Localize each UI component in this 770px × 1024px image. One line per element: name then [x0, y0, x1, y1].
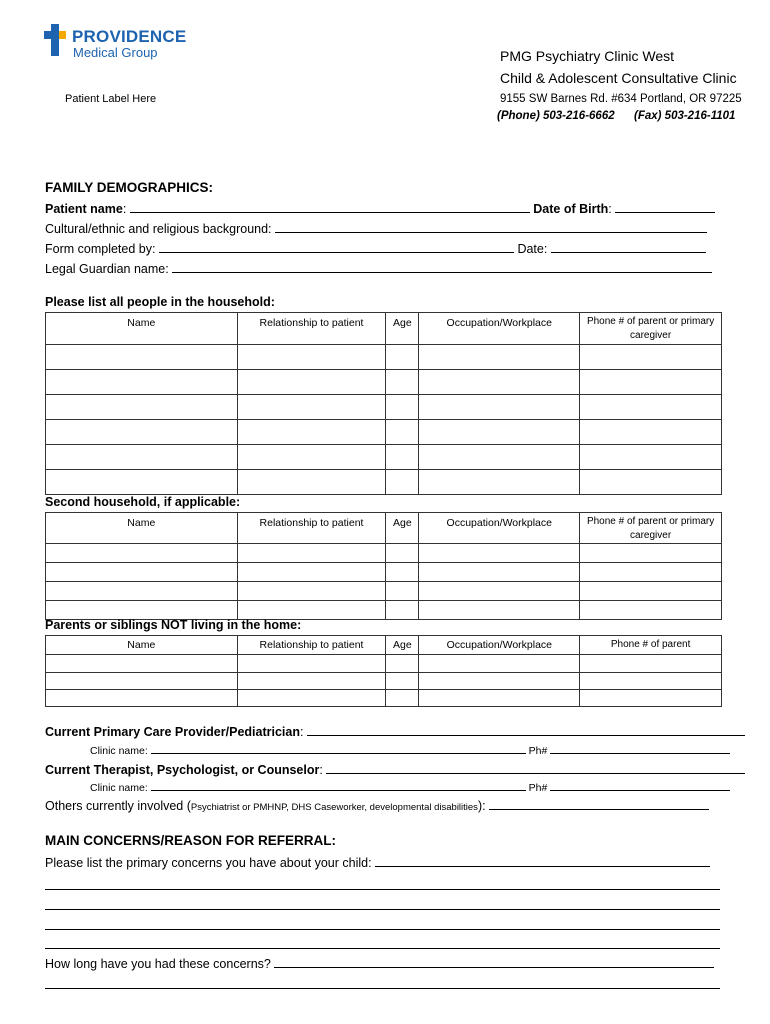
column-header: Phone # of parent or primary caregiver: [580, 513, 722, 544]
others-involved-field[interactable]: [45, 799, 745, 813]
providence-cross-icon: [44, 24, 66, 56]
second-household-table: [45, 512, 722, 620]
clinic-name-label: Clinic name:: [90, 782, 148, 794]
others-label: Others currently involved (: [45, 799, 191, 813]
column-header: Age: [386, 513, 419, 544]
therapist-label: Current Therapist, Psychologist, or Counselor: [45, 763, 320, 777]
concerns-line[interactable]: [45, 909, 720, 910]
others-label-end: ):: [477, 799, 486, 813]
column-header: Phone # of parent or primary caregiver: [580, 313, 722, 345]
brand-subtitle: Medical Group: [73, 45, 158, 60]
column-header: Relationship to patient: [237, 636, 386, 655]
patient-label-placeholder: Patient Label Here: [65, 93, 157, 105]
table-row[interactable]: [46, 345, 722, 370]
column-header: Age: [386, 636, 419, 655]
table-row[interactable]: [46, 601, 722, 620]
concerns-line[interactable]: [45, 929, 720, 930]
clinic-phone: (Phone) 503-216-6662: [497, 110, 615, 122]
guardian-field[interactable]: [45, 261, 720, 276]
table-row[interactable]: [46, 544, 722, 563]
not-living-table: [45, 635, 722, 707]
concerns-line[interactable]: [45, 948, 720, 949]
column-header: Occupation/Workplace: [419, 513, 580, 544]
column-header: Name: [46, 313, 238, 345]
date-label: Date:: [517, 242, 548, 256]
column-header: Occupation/Workplace: [419, 636, 580, 655]
table-header-row: [46, 513, 722, 544]
column-header: Name: [46, 636, 238, 655]
pcp-field[interactable]: Current Primary Care Provider/Pediatrician:: [45, 724, 745, 739]
clinic-subtitle: Child & Adolescent Consultative Clinic: [500, 70, 737, 86]
second-household-title: Second household, if applicable:: [45, 495, 241, 509]
table-header-row: [46, 313, 722, 345]
patient-name-field[interactable]: Patient name: Date of Birth:: [45, 201, 720, 216]
clinic-address: 9155 SW Barnes Rd. #634 Portland, OR 97225: [500, 93, 742, 105]
therapist-clinic-field[interactable]: [90, 781, 745, 794]
table-row[interactable]: [46, 370, 722, 395]
table-row[interactable]: [46, 582, 722, 601]
column-header: Name: [46, 513, 238, 544]
clinic-name: PMG Psychiatry Clinic West: [500, 48, 674, 64]
concerns-line[interactable]: [45, 988, 720, 989]
completed-by-field[interactable]: [45, 241, 720, 256]
brand-name: PROVIDENCE: [72, 27, 187, 46]
pcp-clinic-field[interactable]: [90, 744, 745, 757]
table-row[interactable]: [46, 420, 722, 445]
background-field[interactable]: [45, 221, 720, 236]
pcp-label: Current Primary Care Provider/Pediatrician: [45, 725, 300, 739]
household-table: [45, 312, 722, 495]
table-row[interactable]: [46, 690, 722, 707]
background-label: Cultural/ethnic and religious background:: [45, 222, 272, 236]
concerns-duration-field[interactable]: [45, 956, 725, 971]
clinic-name-label: Clinic name:: [90, 745, 148, 757]
table-row[interactable]: [46, 445, 722, 470]
guardian-label: Legal Guardian name:: [45, 262, 169, 276]
concerns-line[interactable]: [45, 889, 720, 890]
primary-concerns-label: Please list the primary concerns you have about your child:: [45, 856, 372, 870]
concerns-duration-label: How long have you had these concerns?: [45, 957, 271, 971]
column-header: Relationship to patient: [237, 513, 386, 544]
column-header: Phone # of parent: [580, 636, 722, 655]
column-header: Age: [386, 313, 419, 345]
table-row[interactable]: [46, 470, 722, 495]
table-header-row: [46, 636, 722, 655]
household-title: Please list all people in the household:: [45, 295, 275, 309]
completed-by-label: Form completed by:: [45, 242, 156, 256]
table-row[interactable]: [46, 563, 722, 582]
therapist-field[interactable]: Current Therapist, Psychologist, or Counselor:: [45, 762, 745, 777]
patient-name-label: Patient name: [45, 202, 123, 216]
family-demographics-title: FAMILY DEMOGRAPHICS:: [45, 180, 214, 195]
dob-label: Date of Birth: [533, 202, 609, 216]
table-row[interactable]: [46, 395, 722, 420]
table-row[interactable]: [46, 673, 722, 690]
phone-label: Ph#: [528, 782, 548, 794]
table-row[interactable]: [46, 655, 722, 673]
primary-concerns-field[interactable]: [45, 855, 725, 870]
others-hint: Psychiatrist or PMHNP, DHS Caseworker, developmental disabilities: [190, 802, 478, 813]
clinic-fax: (Fax) 503-216-1101: [634, 110, 736, 122]
column-header: Relationship to patient: [237, 313, 386, 345]
column-header: Occupation/Workplace: [419, 313, 580, 345]
main-concerns-title: MAIN CONCERNS/REASON FOR REFERRAL:: [45, 833, 337, 848]
phone-label: Ph#: [528, 745, 548, 757]
not-living-title: Parents or siblings NOT living in the home:: [45, 618, 302, 632]
